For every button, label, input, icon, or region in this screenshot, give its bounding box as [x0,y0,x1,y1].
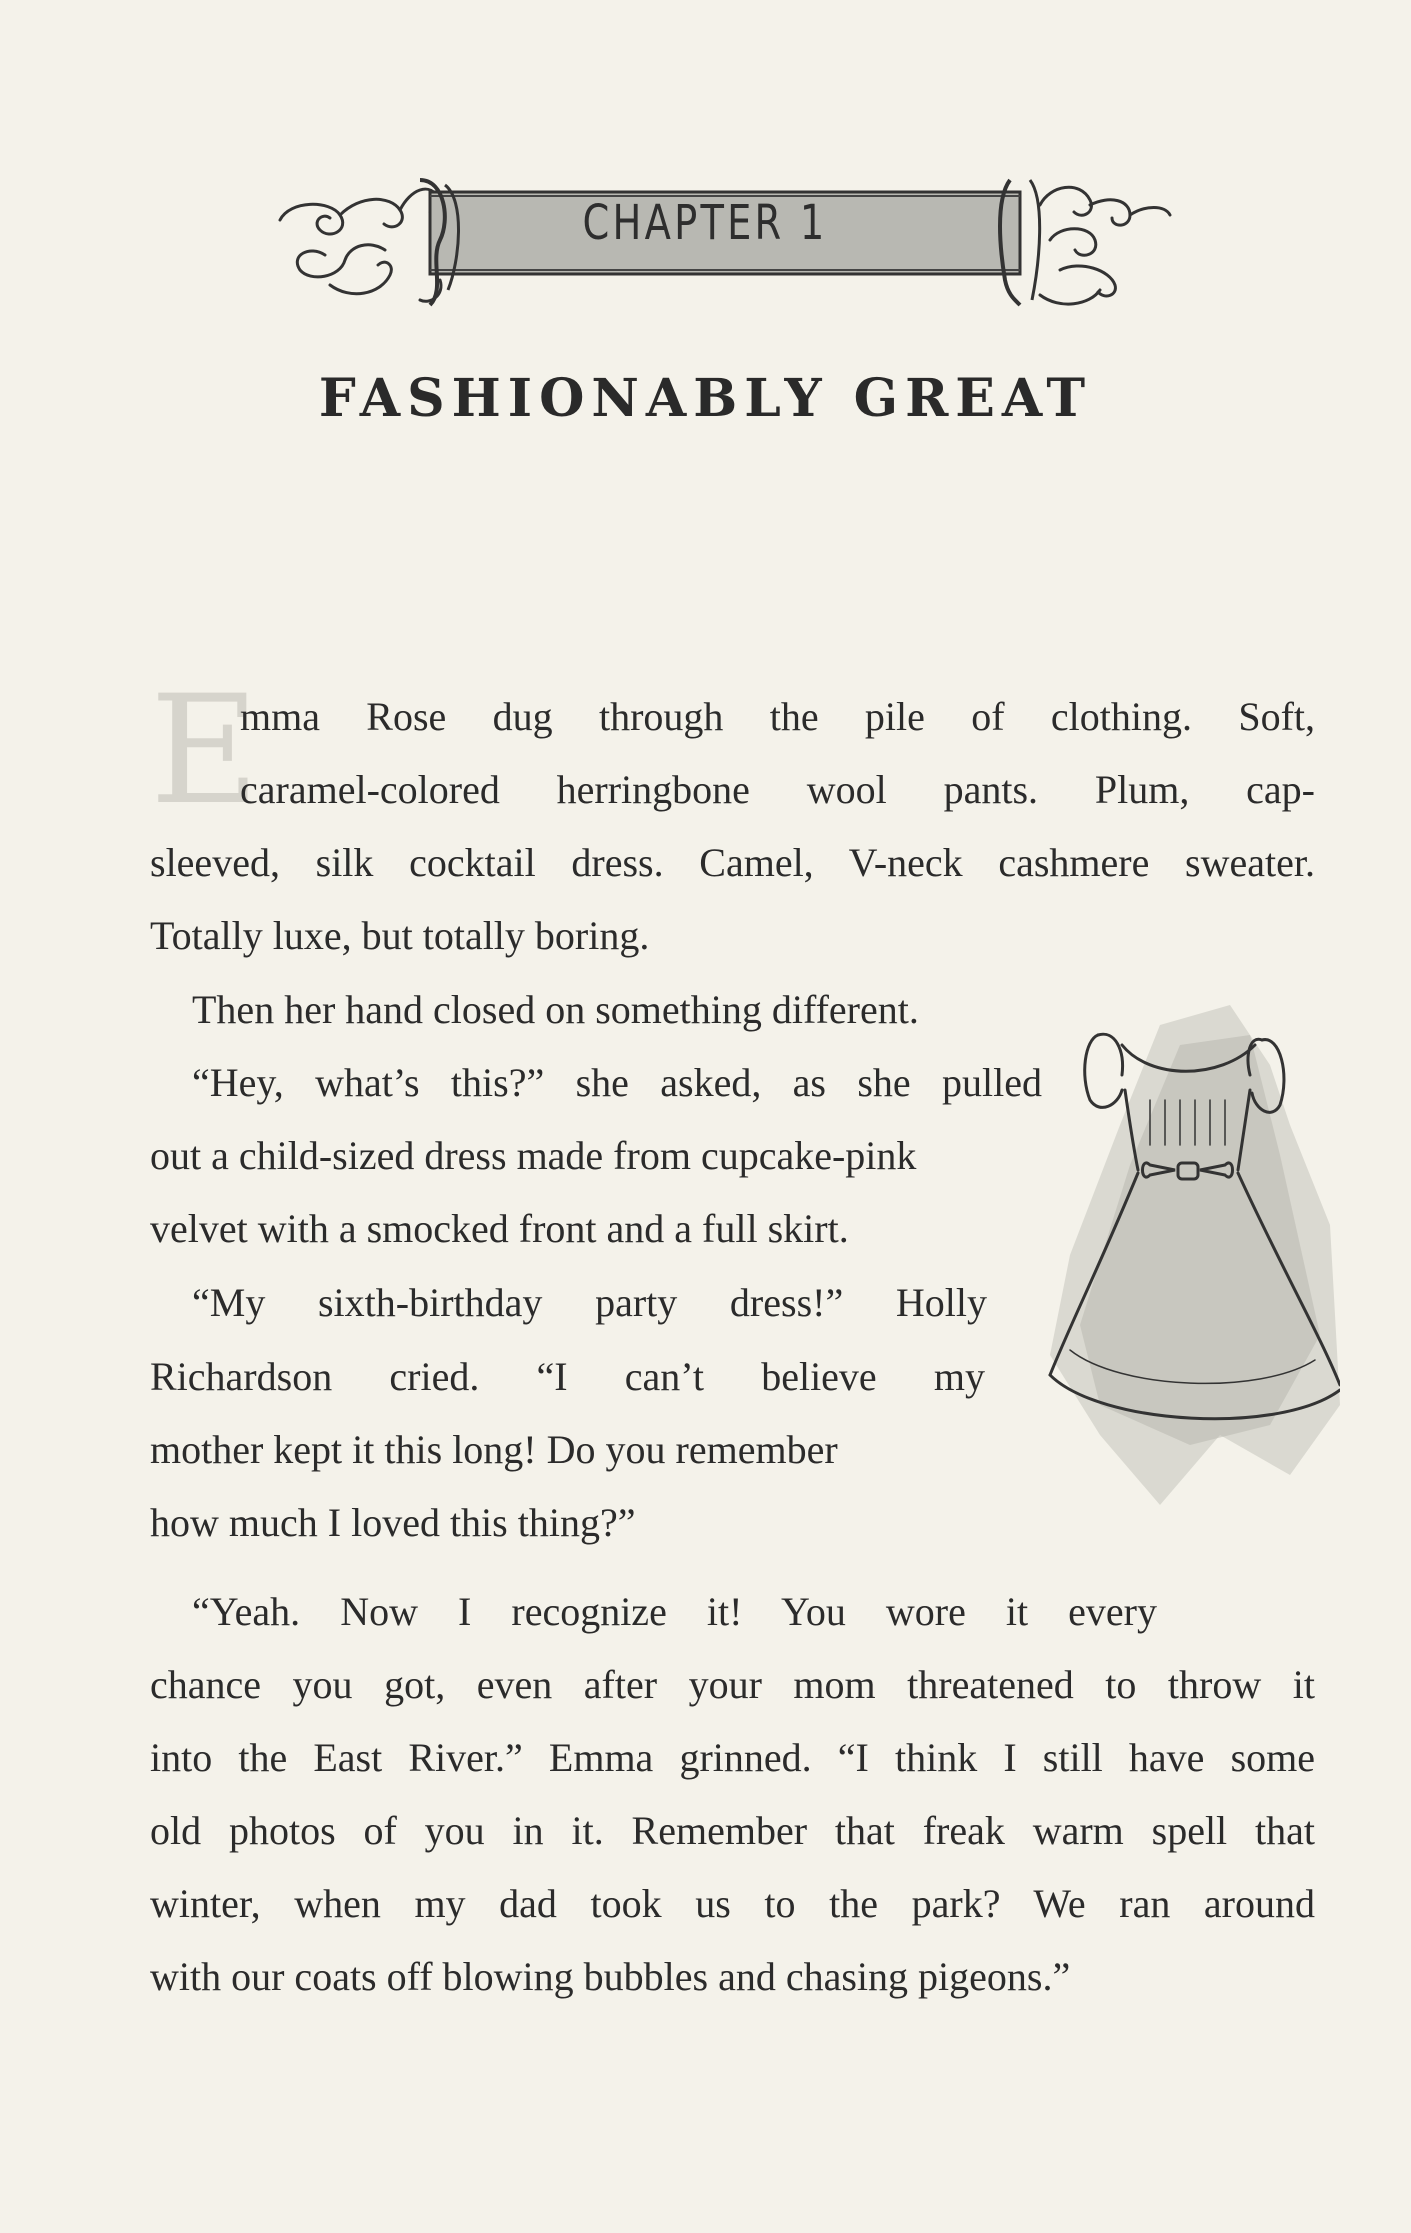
text-line: “My sixth-birthday party dress!” Holly [192,1280,987,1325]
text-line: “Yeah. Now I recognize it! You wore it every [192,1589,1157,1634]
text-line: mother kept it this long! Do you remember [150,1427,838,1472]
text-line: caramel-colored herringbone wool pants. Plum, cap- [240,767,1315,812]
dress-icon [1040,1005,1340,1515]
text-line: mma Rose dug through the pile of clothing. Soft, [240,694,1315,739]
text-line: into the East River.” Emma grinned. “I think I still have some [150,1735,1315,1780]
text-line: Then her hand closed on something different. [192,987,919,1032]
text-line: sleeved, silk cocktail dress. Camel, V-neck cashmere sweater. [150,840,1315,885]
text-line: out a child-sized dress made from cupcake-pink [150,1133,917,1178]
chapter-label: CHAPTER 1 [582,195,828,251]
text-line: how much I loved this thing?” [150,1500,636,1545]
dress-illustration [1040,1005,1340,1515]
drop-cap: E [150,664,260,838]
text-line: Richardson cried. “I can’t believe my [150,1354,985,1399]
text-line: chance you got, even after your mom threatened to throw it [150,1662,1315,1707]
text-line: Totally luxe, but totally boring. [150,913,650,958]
text-line: old photos of you in it. Remember that freak warm spell that [150,1808,1315,1853]
chapter-title: FASHIONABLY GREAT [318,368,1093,429]
text-line: velvet with a smocked front and a full skirt. [150,1206,849,1251]
text-line: with our coats off blowing bubbles and chasing pigeons.” [150,1954,1071,1999]
text-line: “Hey, what’s this?” she asked, as she pulled [192,1060,1042,1105]
text-line: winter, when my dad took us to the park? We ran around [150,1881,1315,1926]
